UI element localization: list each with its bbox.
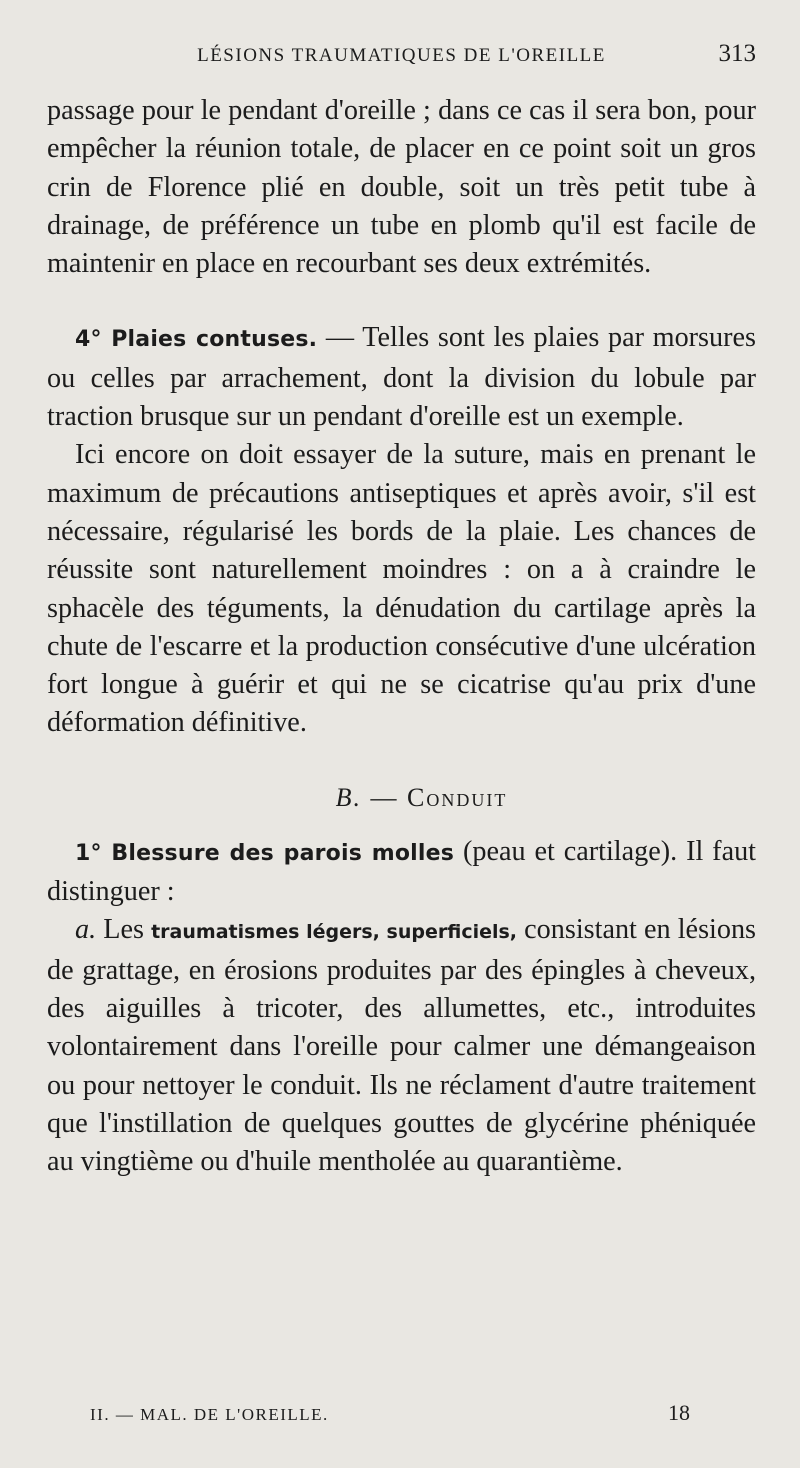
paragraph bbox=[47, 833, 756, 912]
section-label: 4° Plaies contuses. bbox=[75, 327, 318, 353]
emphasis-text: traumatismes légers, superficiels, bbox=[151, 921, 518, 944]
section-letter: B. bbox=[335, 782, 363, 812]
paragraph-gap bbox=[47, 283, 756, 319]
sheet-number: 18 bbox=[668, 1400, 690, 1425]
paragraph-text: (peau et cartilage). Il faut distinguer : bbox=[47, 835, 757, 908]
section-label: 1° Blessure des parois molles bbox=[75, 840, 455, 866]
page-number: 313 bbox=[718, 40, 756, 67]
paragraph bbox=[47, 319, 756, 436]
running-title: LÉSIONS TRAUMATIQUES DE L'OREILLE bbox=[197, 45, 606, 66]
paragraph: Ici encore on doit essayer de la suture, mais en prenant le maximum de précautions antiseptiques et après avoir, s'il est nécessaire, régularisé les bords de la plaie. Les chances de réussite sont naturellement moindres : on a à craindre le sphacèle des téguments, la dénudation du cartilage après la chute de l'escarre et la production consécutive d'une ulcération fort longue à guérir et qui ne se cicatrise qu'au prix d'une déformation définitive. bbox=[47, 439, 756, 739]
section-heading bbox=[47, 779, 756, 817]
paragraph: passage pour le pendant d'oreille ; dans ce cas il sera bon, pour empêcher la réunion totale, de placer en ce point soit un gros crin de Florence plié en double, soit un très petit tube à drainage, de préférence un tube en plomb qu'il est facile de maintenir en place en recourbant ses deux extrémités. bbox=[47, 95, 756, 280]
paragraph-lead: Les bbox=[103, 914, 144, 946]
section-dash: — bbox=[370, 782, 399, 812]
signature-mark: II. — MAL. DE L'OREILLE. bbox=[90, 1405, 329, 1424]
page-footer bbox=[90, 1400, 690, 1426]
paragraph-text: — Telles sont les plaies par morsures ou celles par arrachement, dont la division du lobule par traction brusque sur un pendant d'oreille est un exemple. bbox=[47, 322, 756, 433]
list-marker: a. bbox=[75, 914, 97, 946]
body-text bbox=[47, 92, 756, 1181]
running-head bbox=[47, 40, 756, 92]
paragraph-text: consistant en lésions de grattage, en érosions produites par des épingles à cheveux, des aiguilles à tricoter, des allumettes, etc., introduites volontairement dans l'oreille pour calmer une démangeaison ou pour nettoyer le conduit. Ils ne réclament d'autre traitement que l'instillation de quelques gouttes de glycérine phéniquée au vingtième ou d'huile mentholée au quarantième. bbox=[47, 914, 757, 1178]
paragraph bbox=[47, 911, 756, 1181]
section-title: Conduit bbox=[407, 782, 508, 812]
